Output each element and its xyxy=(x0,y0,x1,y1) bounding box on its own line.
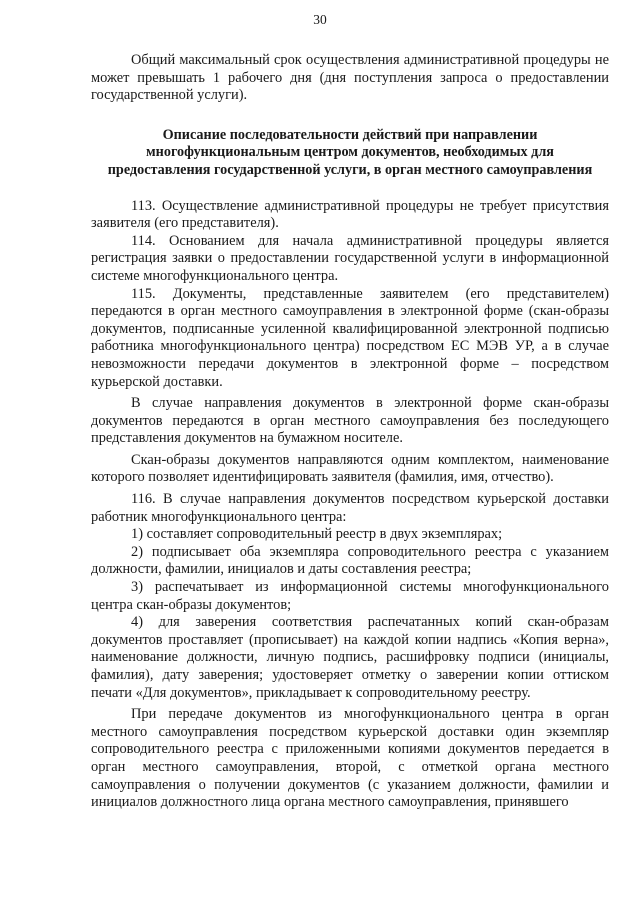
section-heading xyxy=(91,127,609,180)
paragraph-116: 116. В случае направления документов посредством курьерской доставки работник многофункционального центра: xyxy=(91,491,609,525)
list-item-1: 1) составляет сопроводительный реестр в двух экземплярах; xyxy=(131,526,503,543)
heading-line: предоставления государственной услуги, в орган местного самоуправления xyxy=(107,161,593,178)
list-item-4: 4) для заверения соответствия распечатанных копий скан-образам документов проставляет (прописывает) на каждой копии надпись «Копия верна», наименование должности, личную подпись, расшифровку подписи (инициалы, фамилия), дату заверения; удостоверяет отметку о заверении копии оттиском печати «Для документов», прикладывает к сопроводительному реестру. xyxy=(91,614,609,701)
paragraph-courier-transfer: При передаче документов из многофункционального центра в орган местного самоуправления посредством курьерской доставки один экземпляр сопроводительного реестра с приложенными копиями документов передается в орган местного самоуправления, второй, с отметкой органа местного самоуправления о получении документов (с указанием должности, фамилии и инициалов должностного лица органа местного самоуправления, принявшего xyxy=(91,706,609,811)
page-number: 30 xyxy=(313,12,327,27)
paragraph-scan-images: Скан-образы документов направляются одним комплектом, наименование которого позволяет идентифицировать заявителя (фамилия, имя, отчество). xyxy=(91,451,609,486)
list-item-3: 3) распечатывает из информационной системы многофункционального центра скан-образы документов; xyxy=(91,579,609,613)
list-item-2: 2) подписывает оба экземпляра сопроводительного реестра с указанием должности, фамилии, инициалов и даты составления реестра; xyxy=(91,543,609,578)
heading-line: Описание последовательности действий при направлении xyxy=(162,126,538,143)
paragraph-electronic-form: В случае направления документов в электронной форме скан-образы документов передаются в орган местного самоуправления без последующего представления документов на бумажном носителе. xyxy=(91,395,609,447)
paragraph-115: 115. Документы, представленные заявителем (его представителем) передаются в орган местного самоуправления в электронной форме (скан-образы документов, подписанные усиленной квалифицированной электронной подписью работника многофункционального центра) посредством ЕС МЭВ УР, а в случае невозможности передачи документов в электронной форме – посредством курьерской доставки. xyxy=(91,285,609,390)
heading-line: многофункциональным центром документов, необходимых для xyxy=(146,144,554,161)
document-body xyxy=(91,52,609,812)
paragraph-113: 113. Осуществление административной процедуры не требует присутствия заявителя (его представителя). xyxy=(91,197,609,232)
paragraph-114: 114. Основанием для начала административной процедуры является регистрация заявки о предоставлении государственной услуги в информационной системе многофункционального центра. xyxy=(91,232,609,284)
intro-paragraph: Общий максимальный срок осуществления административной процедуры не может превышать 1 рабочего дня (дня поступления запроса о предоставлении государственной услуги). xyxy=(91,52,609,104)
